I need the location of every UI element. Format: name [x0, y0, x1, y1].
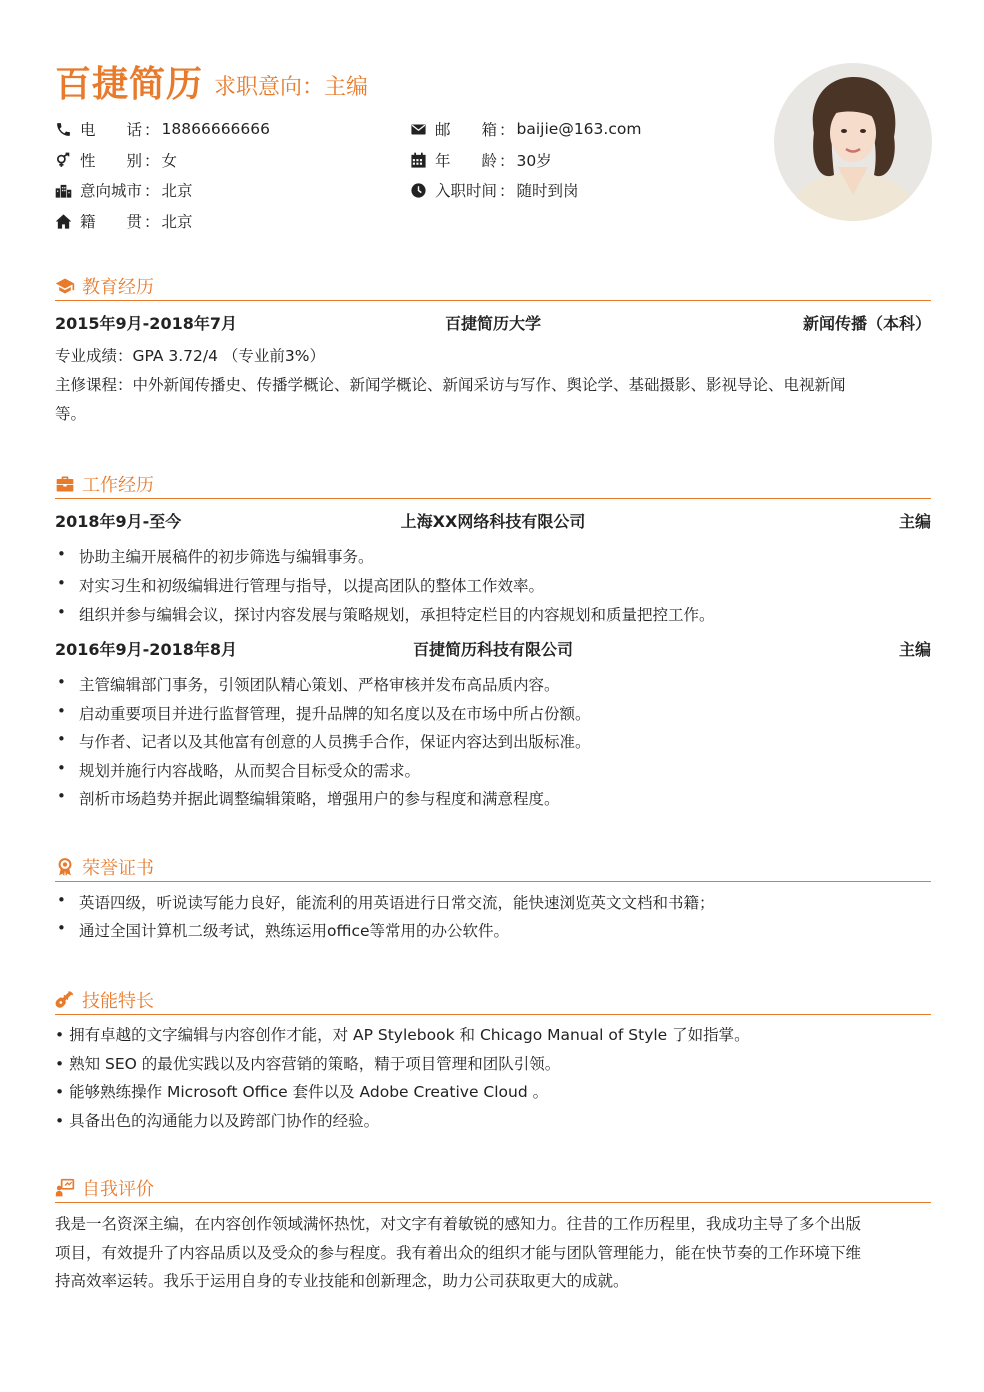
info-origin: 籍 贯 ： 北京 [55, 210, 193, 232]
education-courses-line-1: 主修课程：中外新闻传播史、传播学概论、新闻学概论、新闻采访与写作、舆论学、基础摄影、影视导论、电视新闻 [55, 376, 846, 394]
education-major: 新闻传播（本科） [802, 314, 931, 333]
calendar-icon [410, 152, 427, 169]
job-period: 2016年9月-2018年8月 [55, 640, 237, 659]
job-bullet-text: 剖析市场趋势并据此调整编辑策略，增强用户的参与程度和满意程度。 [79, 790, 560, 808]
city-value: 北京 [161, 182, 193, 200]
graduation-cap-icon [55, 276, 75, 296]
job-row [55, 509, 931, 531]
honors-divider [55, 881, 931, 882]
origin-label: 籍 贯 [80, 213, 143, 231]
job-bullet-text: 与作者、记者以及其他富有创意的人员携手合作，保证内容达到出版标准。 [79, 733, 591, 751]
gender-value: 女 [161, 152, 178, 170]
skill-line: • 拥有卓越的文字编辑与内容创作才能，对 AP Stylebook 和 Chicago Manual of Style 了如指掌。 [55, 1026, 750, 1044]
medal-icon [55, 857, 75, 877]
briefcase-icon [55, 474, 75, 494]
start-label: 入职时间 [435, 182, 498, 200]
home-icon [55, 213, 72, 230]
info-gender: 性 别 ： 女 [55, 149, 177, 171]
work-divider [55, 498, 931, 499]
gender-icon [55, 152, 72, 169]
honors-title: 荣誉证书 [82, 858, 154, 879]
job-bullet-text: 主管编辑部门事务，引领团队精心策划、严格审核并发布高品质内容。 [79, 676, 560, 694]
education-school: 百捷简历大学 [444, 314, 541, 333]
job-role: 主编 [898, 640, 931, 659]
info-phone: 电 话 ： 18866666666 [55, 118, 270, 140]
start-value: 随时到岗 [516, 182, 579, 200]
self-line: 持高效率运转。我乐于运用自身的专业技能和创新理念，助力公司获取更大的成就。 [55, 1272, 629, 1290]
job-bullet-text: 规划并施行内容战略，从而契合目标受众的需求。 [79, 762, 421, 780]
job-company: 百捷简历科技有限公司 [412, 640, 573, 659]
skill-line: • 熟知 SEO 的最优实践以及内容营销的策略，精于项目管理和团队引领。 [55, 1055, 561, 1073]
job-period: 2018年9月-至今 [55, 512, 182, 531]
section-title-work [55, 471, 154, 497]
job-bullet-text: 对实习生和初级编辑进行管理与指导，以提高团队的整体工作效率。 [79, 577, 545, 595]
city-label: 意向城市 [80, 182, 143, 200]
section-title-skills [55, 987, 154, 1013]
education-period: 2015年9月-2018年7月 [55, 314, 237, 333]
candidate-name: 百捷简历 [55, 64, 204, 105]
skill-line: • 能够熟练操作 Microsoft Office 套件以及 Adobe Creative Cloud 。 [55, 1083, 549, 1101]
skills-title: 技能特长 [82, 991, 154, 1012]
job-bullet-text: 启动重要项目并进行监督管理，提升品牌的知名度以及在市场中所占份额。 [79, 705, 591, 723]
education-title: 教育经历 [82, 277, 154, 298]
phone-icon [55, 121, 72, 138]
info-email: 邮 箱 ： baijie@163.com [410, 118, 641, 140]
work-title: 工作经历 [82, 475, 154, 496]
skills-divider [55, 1014, 931, 1015]
job-role: 主编 [898, 512, 931, 531]
origin-value: 北京 [161, 213, 193, 231]
profile-photo [774, 63, 932, 221]
email-label: 邮 箱 [435, 121, 498, 139]
info-city: 意向城市 ： 北京 [55, 179, 193, 201]
city-icon [55, 182, 72, 199]
guitar-icon [55, 990, 75, 1010]
self-line: 项目，有效提升了内容品质以及受众的参与程度。我有着出众的组织才能与团队管理能力，能在快节奏的工作环境下维 [55, 1244, 862, 1262]
email-value: baijie@163.com [516, 120, 642, 138]
resume-page: 百捷简历 求职意向：主编 电 话 ： 18866666666 邮 箱 ： baijie@163.com 性 别 ： 女 年 龄 ： 30岁 意向城市 ： 北京 入职时间 ： 随时到岗 籍 贯 ： 北京 教育经历 2015年9月-2018年7月 百捷简历大学 新闻传播（本科） 专业成绩：GPA 3.72/4 （专业前3%） 主修课程：中外新闻传播史、传播学概论、新闻学概论、新闻采访与写作、舆论学、基础摄影、影视导论、电视新闻 等。 工作经历 2018年9月-至今 上海XX网络科技有限公司 主编 • 协助主编开展稿件的初步筛选与编辑事务。 • 对实习生和初级编辑进行管理与指导，以提高团队的整体工作效率。 • 组织并参与编辑会议，探讨内容发展与策略规划，承担特定栏目的内容规划和质量把控工作。 2016年9月-2018年8月 百捷简历科技有限公司 主编 • 主管编辑部门事务，引领团队精心策划、严格审核并发布高品质内容。 • 启动重要项目并进行监督管理，提升品牌的知名度以及在市场中所占份额。 • 与作者、记者以及其他富有创意的人员携手合作，保证内容达到出版标准。 • 规划并施行内容战略，从而契合目标受众的需求。 • 剖析市场趋势并据此调整编辑策略，增强用户的参与程度和满意程度。 荣誉证书 • 英语四级，听说读写能力良好，能流利的用英语进行日常交流，能快速浏览英文文档和书籍； • 通过全国计算机二级考试，熟练运用office等常用的办公软件。 技能特长 • 拥有卓越的文字编辑与内容创作才能，对 AP Stylebook 和 Chicago Manual of Style 了如指掌。 • 熟知 SEO 的最优实践以及内容营销的策略，精于项目管理和团队引领。 • 能够熟练操作 Microsoft Office 套件以及 Adobe Creative Cloud 。 • 具备出色的沟通能力以及跨部门协作的经验。 自我评价 我是一名资深主编，在内容创作领域满怀热忱，对文字有着敏锐的感知力。往昔的工作历程里，我成功主导了多个出版 项目，有效提升了内容品质以及受众的参与程度。我有着出众的组织才能与团队管理能力，能在快节奏的工作环境下维 持高效率运转。我乐于运用自身的专业技能和创新理念，助力公司获取更大的成就。 [0, 0, 984, 1392]
job-bullet-text: 协助主编开展稿件的初步筛选与编辑事务。 [79, 548, 374, 566]
info-start: 入职时间 ： 随时到岗 [410, 179, 579, 201]
section-title-self [55, 1175, 154, 1201]
skill-line: • 具备出色的沟通能力以及跨部门协作的经验。 [55, 1112, 380, 1130]
education-divider [55, 300, 931, 301]
honor-bullet-text: 英语四级，听说读写能力良好，能流利的用英语进行日常交流，能快速浏览英文文档和书籍； [79, 894, 715, 912]
presenter-icon [55, 1178, 75, 1198]
self-divider [55, 1202, 931, 1203]
age-value: 30岁 [516, 152, 552, 170]
job-row [55, 637, 931, 659]
section-title-honors [55, 854, 154, 880]
clock-icon [410, 182, 427, 199]
mail-icon [410, 121, 427, 138]
self-title: 自我评价 [82, 1179, 154, 1200]
phone-label: 电 话 [80, 121, 143, 139]
job-company: 上海XX网络科技有限公司 [400, 512, 586, 531]
info-age: 年 龄 ： 30岁 [410, 149, 552, 171]
section-title-education [55, 273, 154, 299]
job-bullet-text: 组织并参与编辑会议，探讨内容发展与策略规划，承担特定栏目的内容规划和质量把控工作。 [79, 606, 715, 624]
education-row [55, 311, 931, 333]
honor-bullet-text: 通过全国计算机二级考试，熟练运用office等常用的办公软件。 [79, 922, 510, 940]
job-intent: 求职意向：主编 [214, 75, 369, 100]
education-gpa: 专业成绩：GPA 3.72/4 （专业前3%） [55, 347, 326, 365]
gender-label: 性 别 [80, 152, 143, 170]
phone-value: 18866666666 [161, 120, 271, 138]
age-label: 年 龄 [435, 152, 498, 170]
self-line: 我是一名资深主编，在内容创作领域满怀热忱，对文字有着敏锐的感知力。往昔的工作历程里，我成功主导了多个出版 [55, 1215, 862, 1233]
education-courses-line-2: 等。 [55, 405, 87, 423]
